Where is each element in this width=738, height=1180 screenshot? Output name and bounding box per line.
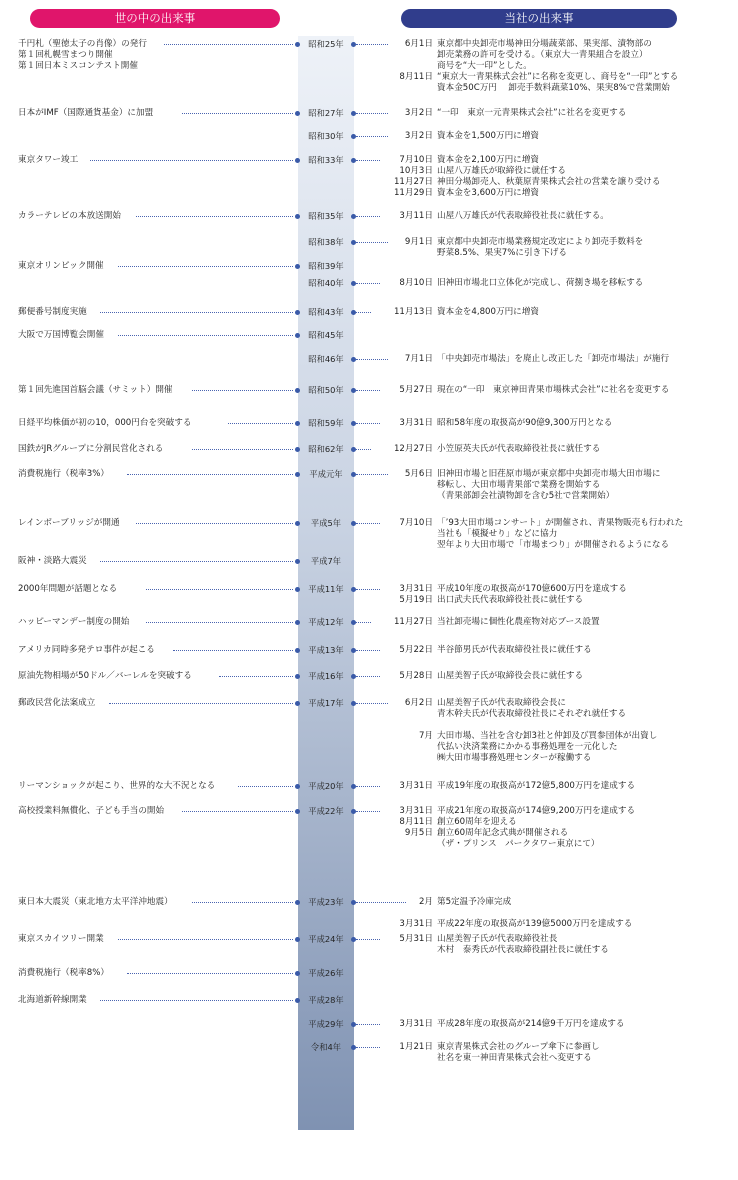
company-connector — [356, 113, 388, 114]
event-text: ㈱大田市場事務処理センターが稼働する — [437, 753, 592, 763]
event-date: 2月 — [418, 897, 433, 907]
event-text: 「’93大田市場コンサート」が開催され、青果物販売も行われた — [437, 518, 684, 528]
event-date: 11月29日 — [393, 188, 433, 198]
era-label: 平成16年 — [308, 671, 344, 681]
company-dot — [351, 674, 356, 679]
company-dot — [351, 648, 356, 653]
event-text: 平成28年度の取扱高が214億9千万円を達成する — [437, 1019, 625, 1029]
event-date: 5月22日 — [399, 645, 433, 655]
company-events — [0, 698, 738, 764]
company-events — [0, 237, 738, 259]
company-event-line — [0, 480, 738, 491]
event-date: 8月10日 — [399, 278, 433, 288]
company-event-line — [0, 61, 738, 72]
company-event-line — [0, 83, 738, 94]
event-date: 8月11日 — [399, 817, 433, 827]
event-text: 創立60周年記念式典が開催される — [437, 828, 569, 838]
world-event-line: 郵政民営化法案成立 — [18, 698, 96, 708]
event-text: 第5定温予冷庫完成 — [437, 897, 512, 907]
era-label: 昭和27年 — [308, 108, 344, 118]
event-date: 3月11日 — [399, 211, 433, 221]
era-label: 昭和59年 — [308, 418, 344, 428]
company-event-line — [0, 742, 738, 753]
event-text: 山屋八万雄氏が代表取締役社長に就任する。 — [437, 211, 609, 221]
company-connector — [356, 622, 371, 623]
company-connector — [356, 676, 380, 677]
company-dot — [351, 214, 356, 219]
event-date: 12月27日 — [393, 444, 433, 454]
event-text: 昭和58年度の取扱高が90億9,300万円となる — [437, 418, 613, 428]
company-event-line — [0, 1053, 738, 1064]
era-label: 平成7年 — [310, 556, 342, 566]
event-text: 資本金を1,500万円に増資 — [437, 131, 539, 141]
event-date: 5月31日 — [399, 934, 433, 944]
world-event-line: 北海道新幹線開業 — [18, 995, 87, 1005]
world-event-line: アメリカ同時多発テロ事件が起こる — [18, 645, 155, 655]
event-date: 3月31日 — [399, 919, 433, 929]
event-date: 11月13日 — [393, 307, 433, 317]
company-dot — [351, 587, 356, 592]
company-event — [0, 166, 738, 177]
company-dot — [351, 784, 356, 789]
event-text: 当社も「模擬せり」などに協力 — [437, 529, 558, 539]
era-label: 平成22年 — [308, 806, 344, 816]
world-event-line: 国鉄がJRグループに分割民営化される — [18, 444, 164, 454]
event-text: （青果部卸会社漬物卸を含む5社で営業開始） — [437, 491, 615, 501]
era-label: 平成24年 — [308, 934, 344, 944]
world-event-line: 郵便番号制度実施 — [18, 307, 87, 317]
era-label: 昭和25年 — [308, 39, 344, 49]
event-text: 代払い決済業務にかかる事務処理を一元化した — [437, 742, 618, 752]
era-label: 昭和33年 — [308, 155, 344, 165]
world-event-line: 原油先物相場が50ドル／バーレルを突破する — [18, 671, 192, 681]
company-dot — [351, 111, 356, 116]
company-dot — [351, 357, 356, 362]
event-date: 7月10日 — [399, 518, 433, 528]
event-date: 7月10日 — [399, 155, 433, 165]
event-text: 半谷節男氏が代表取締役社長に就任する — [437, 645, 592, 655]
world-event-line: 日本がIMF（国際通貨基金）に加盟 — [18, 108, 154, 118]
event-text: 出口武夫氏代表取締役社長に就任する — [437, 595, 584, 605]
company-event — [0, 908, 738, 919]
company-dot — [351, 809, 356, 814]
company-events — [0, 584, 738, 606]
event-text: 山屋美智子氏が代表取締役社長 — [437, 934, 558, 944]
event-text: 平成21年度の取扱高が174億9,200万円を達成する — [437, 806, 636, 816]
company-events — [0, 1042, 738, 1064]
event-text: （ザ・プリンス パークタワー東京にて） — [437, 839, 600, 849]
event-text: 商号を“大一印”とした。 — [437, 61, 532, 71]
event-date: 3月2日 — [404, 108, 433, 118]
event-text: 旧神田市場と旧荏原市場が東京都中央卸売市場大田市場に — [437, 469, 661, 479]
company-event — [0, 720, 738, 731]
event-text: 現在の“一印 東京神田青果市場株式会社”に社名を変更する — [437, 385, 670, 395]
event-date: 3月31日 — [399, 806, 433, 816]
event-text: 資本金を3,600万円に増資 — [437, 188, 539, 198]
company-connector — [356, 136, 388, 137]
event-text: “一印 東京一元青果株式会社”に社名を変更する — [437, 108, 627, 118]
company-event-line — [0, 50, 738, 61]
event-text: 大田市場、当社を含む卸3社と仲卸及び買参団体が出資し — [437, 731, 658, 741]
era-label: 昭和62年 — [308, 444, 344, 454]
company-events — [0, 155, 738, 199]
world-events-header: 世の中の出来事 — [30, 9, 280, 28]
world-event-line: レインボーブリッジが開通 — [18, 518, 120, 528]
company-dot — [351, 701, 356, 706]
event-text: 資本金を4,800万円に増資 — [437, 307, 539, 317]
event-text: 東京青果株式会社のグループ傘下に参画し — [437, 1042, 600, 1052]
world-event-line: 第１回札幌雪まつり開催 — [18, 50, 113, 60]
world-event-line: 東京オリンピック開催 — [18, 261, 104, 271]
event-text: 創立60周年を迎える — [437, 817, 517, 827]
company-event-line — [0, 529, 738, 540]
company-event — [0, 919, 738, 930]
event-date: 5月19日 — [399, 595, 433, 605]
company-dot — [351, 937, 356, 942]
event-date: 5月27日 — [399, 385, 433, 395]
era-label: 令和4年 — [310, 1042, 342, 1052]
era-label: 平成元年 — [309, 469, 343, 479]
company-dot — [351, 900, 356, 905]
company-connector — [356, 390, 380, 391]
era-label: 昭和45年 — [308, 330, 344, 340]
era-label: 平成17年 — [308, 698, 344, 708]
event-date: 9月1日 — [404, 237, 433, 247]
event-date: 3月31日 — [399, 1019, 433, 1029]
company-connector — [356, 1024, 380, 1025]
company-event — [0, 188, 738, 199]
event-text: 平成10年度の取扱高が170億600万円を達成する — [437, 584, 627, 594]
event-date: 7月1日 — [404, 354, 433, 364]
world-connector — [127, 973, 293, 974]
company-connector — [356, 786, 380, 787]
company-dot — [351, 521, 356, 526]
company-event — [0, 731, 738, 742]
event-text: 小笠原英夫氏が代表取締役社長に就任する — [437, 444, 601, 454]
world-connector — [118, 335, 293, 336]
event-date: 5月28日 — [399, 671, 433, 681]
era-label: 昭和30年 — [308, 131, 344, 141]
company-dot — [351, 42, 356, 47]
era-label: 平成5年 — [310, 518, 342, 528]
event-text: 平成19年度の取扱高が172億5,800万円を達成する — [437, 781, 636, 791]
company-dot — [351, 240, 356, 245]
company-connector — [356, 474, 388, 475]
event-date: 5月6日 — [404, 469, 433, 479]
company-event — [0, 177, 738, 188]
world-event-line: 東京スカイツリー開業 — [18, 934, 104, 944]
world-event-line: リーマンショックが起こり、世界的な大不況となる — [18, 781, 216, 791]
event-date: 3月31日 — [399, 781, 433, 791]
event-text: 当社卸売場に個性化農産物対応ブース設置 — [437, 617, 600, 627]
event-text: 卸売業務の許可を受ける。（東京大一青果組合を設立） — [437, 50, 648, 60]
company-event-line — [0, 753, 738, 764]
company-event-line — [0, 540, 738, 551]
era-label: 昭和39年 — [308, 261, 344, 271]
event-date: 7月 — [418, 731, 433, 741]
company-connector — [356, 359, 388, 360]
world-event-line: 2000年問題が話題となる — [18, 584, 118, 594]
era-label: 昭和50年 — [308, 385, 344, 395]
world-connector — [100, 561, 293, 562]
era-label: 平成28年 — [308, 995, 344, 1005]
world-connector — [100, 1000, 293, 1001]
event-text: 社名を東一神田青果株式会社へ変更する — [437, 1053, 592, 1063]
event-text: 資本金を2,100万円に増資 — [437, 155, 539, 165]
event-text: 平成22年度の取扱高が139億5000万円を達成する — [437, 919, 633, 929]
event-text: 東京都中央卸売市場神田分場蔬菜部、果実部、漬物部の — [437, 39, 652, 49]
era-label: 平成11年 — [308, 584, 344, 594]
company-dot — [351, 421, 356, 426]
era-label: 平成12年 — [308, 617, 344, 627]
event-date: 10月3日 — [399, 166, 433, 176]
world-event-line: ハッピーマンデー制度の開始 — [18, 617, 130, 627]
company-event-line — [0, 248, 738, 259]
company-dot — [351, 1022, 356, 1027]
company-dot — [351, 447, 356, 452]
era-label: 平成26年 — [308, 968, 344, 978]
event-date: 9月5日 — [404, 828, 433, 838]
company-connector — [356, 703, 388, 704]
event-text: 野菜8.5%、果実7%に引き下げる — [437, 248, 567, 258]
company-connector — [356, 589, 380, 590]
event-text: “東京大一青果株式会社”に名称を変更し、商号を“一印”とする — [437, 72, 679, 82]
company-event-line — [0, 839, 738, 850]
event-date: 3月31日 — [399, 584, 433, 594]
era-label: 平成23年 — [308, 897, 344, 907]
company-connector — [356, 811, 380, 812]
world-event-line: 第１回先進国首脳会議（サミット）開催 — [18, 385, 173, 395]
company-connector — [356, 160, 380, 161]
event-text: 資本金50C万円 卸売手数料蔬菜10%、果実8%で営業開始 — [437, 83, 670, 93]
event-text: 神田分場卸売人、秋葉原青果株式会社の営業を譲り受ける — [437, 177, 661, 187]
event-date: 3月2日 — [404, 131, 433, 141]
event-text: 移転し、大田市場青果部で業務を開始する — [437, 480, 601, 490]
era-label: 昭和35年 — [308, 211, 344, 221]
company-connector — [356, 44, 388, 45]
era-timeline-column — [298, 36, 354, 1130]
world-event-line: 東京タワー竣工 — [18, 155, 79, 165]
world-event-line: 日経平均株価が初の10，000円台を突破する — [18, 418, 192, 428]
event-text: 山屋八万雄氏が取締役に就任する — [437, 166, 566, 176]
company-dot — [351, 158, 356, 163]
company-events-header: 当社の出来事 — [401, 9, 677, 28]
world-event-line: 東日本大震災（東北地方太平洋沖地震） — [18, 897, 173, 907]
company-events — [0, 39, 738, 94]
company-event — [0, 817, 738, 828]
world-event-line: 第１回日本ミスコンテスト開催 — [18, 61, 138, 71]
world-event-line: 大阪で万国博覧会開催 — [18, 330, 104, 340]
company-connector — [356, 242, 388, 243]
company-event-line — [0, 709, 738, 720]
company-events — [0, 934, 738, 956]
era-label: 平成20年 — [308, 781, 344, 791]
company-connector — [356, 650, 380, 651]
company-connector — [356, 283, 380, 284]
event-text: 「中央卸売市場法」を廃止し改正した「卸売市場法」が施行 — [437, 354, 670, 364]
company-connector — [356, 1047, 380, 1048]
company-dot — [351, 388, 356, 393]
company-dot — [351, 1045, 356, 1050]
company-events — [0, 806, 738, 850]
company-dot — [351, 620, 356, 625]
company-connector — [356, 939, 380, 940]
company-dot — [351, 134, 356, 139]
event-text: 旧神田市場北口立体化が完成し、荷捌き場を移転する — [437, 278, 644, 288]
company-dot — [351, 472, 356, 477]
company-connector — [356, 902, 406, 903]
company-connector — [356, 423, 380, 424]
world-event-line: 消費税施行（税率8%） — [18, 968, 109, 978]
company-connector — [356, 449, 371, 450]
world-event-line: カラーテレビの本放送開始 — [18, 211, 121, 221]
era-label: 昭和38年 — [308, 237, 344, 247]
era-label: 昭和46年 — [308, 354, 344, 364]
era-label: 昭和43年 — [308, 307, 344, 317]
event-text: 翌年より大田市場で「市場まつり」が開催されるようになる — [437, 540, 670, 550]
event-date: 6月2日 — [404, 698, 433, 708]
event-text: 東京都中央卸売市場業務規定改定により卸売手数料を — [437, 237, 644, 247]
world-event-line: 千円札（聖徳太子の肖像）の発行 — [18, 39, 147, 49]
company-connector — [356, 312, 371, 313]
world-event-line: 高校授業料無償化、子ども手当の開始 — [18, 806, 165, 816]
event-date: 6月1日 — [404, 39, 433, 49]
event-date: 11月27日 — [393, 177, 433, 187]
company-event — [0, 828, 738, 839]
event-text: 青木幹夫氏が代表取締役社長にそれぞれ就任する — [437, 709, 627, 719]
company-event — [0, 72, 738, 83]
event-date: 3月31日 — [399, 418, 433, 428]
era-label: 昭和40年 — [308, 278, 344, 288]
world-event-line: 消費税施行（税率3%） — [18, 469, 109, 479]
company-connector — [356, 216, 380, 217]
company-event-line — [0, 491, 738, 502]
event-date: 8月11日 — [399, 72, 433, 82]
company-dot — [351, 281, 356, 286]
era-label: 平成13年 — [308, 645, 344, 655]
company-event-line — [0, 945, 738, 956]
event-date: 11月27日 — [393, 617, 433, 627]
event-date: 1月21日 — [399, 1042, 433, 1052]
world-connector — [118, 266, 293, 267]
event-text: 木村 泰秀氏が代表取締役副社長に就任する — [437, 945, 609, 955]
company-dot — [351, 310, 356, 315]
era-label: 平成29年 — [308, 1019, 344, 1029]
company-event — [0, 595, 738, 606]
event-text: 山屋美智子氏が代表取締役会長に — [437, 698, 566, 708]
company-connector — [356, 523, 380, 524]
event-text: 山屋美智子氏が取締役会長に就任する — [437, 671, 584, 681]
world-event-line: 阪神・淡路大震災 — [18, 556, 87, 566]
